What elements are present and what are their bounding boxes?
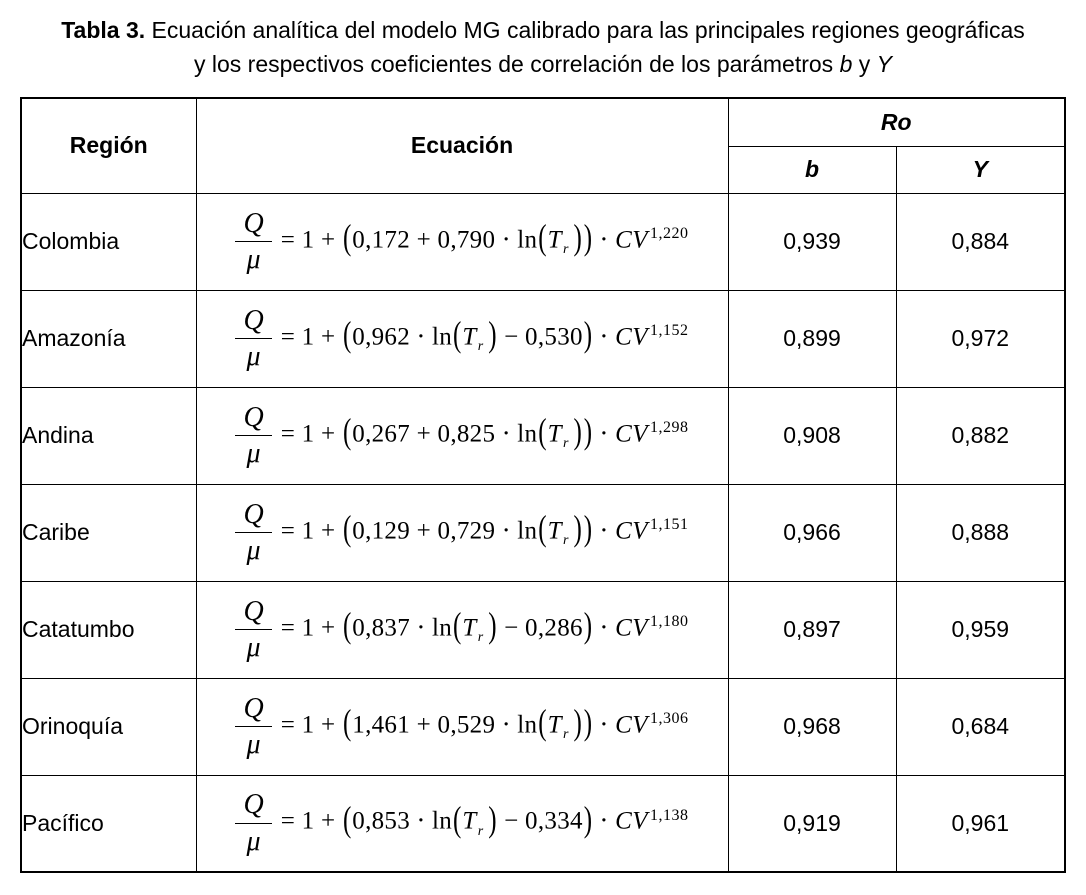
y-value-cell: 0,888 — [896, 484, 1065, 581]
caption-line-1 — [0, 13, 1086, 47]
region-cell: Caribe — [21, 484, 196, 581]
b-value-cell: 0,897 — [728, 581, 896, 678]
caption-param-b: b — [839, 51, 853, 77]
b-value-cell: 0,939 — [728, 193, 896, 290]
region-cell: Orinoquía — [21, 678, 196, 775]
y-value-cell: 0,961 — [896, 775, 1065, 872]
y-value-cell: 0,882 — [896, 387, 1065, 484]
equation: $\frac{Q}{\mu}$ = $1 + (0,172 + 0,790 \cdot \ln(T_r$ )) ⋅ CV $^{1,220}$ — [235, 209, 688, 275]
equation-cell — [196, 678, 728, 775]
table-row — [21, 193, 1065, 290]
table-row — [21, 387, 1065, 484]
equation-cell — [196, 387, 728, 484]
y-value-cell: 0,972 — [896, 290, 1065, 387]
equation-cell — [196, 581, 728, 678]
equation: $\frac{Q}{\mu}$ = $1 + (0,267 + 0,825 \cdot \ln(T_r$ )) ⋅ CV $^{1,298}$ — [235, 403, 688, 469]
region-cell: Colombia — [21, 193, 196, 290]
equation-cell — [196, 775, 728, 872]
b-value-cell: 0,968 — [728, 678, 896, 775]
b-value-cell: 0,919 — [728, 775, 896, 872]
region-cell: Pacífico — [21, 775, 196, 872]
caption-line-1-text: Ecuación analítica del modelo MG calibrado para las principales regiones geográficas — [145, 17, 1025, 43]
header-ro: Ro — [728, 98, 1065, 146]
equation: $\frac{Q}{\mu}$ = $1 + (1,461 + 0,529 \cdot \ln(T_r$ )) ⋅ CV $^{1,306}$ — [235, 694, 688, 760]
equation: $\frac{Q}{\mu}$ = $1 + (0,962 \cdot \ln(T_r$ ) − 0,530) ⋅ CV $^{1,152}$ — [235, 306, 688, 372]
table-header — [21, 98, 1065, 193]
table-caption — [0, 0, 1086, 81]
equations-table — [20, 97, 1066, 873]
table-row — [21, 775, 1065, 872]
y-value-cell: 0,959 — [896, 581, 1065, 678]
caption-line-2-text: y los respectivos coeficientes de correlación de los parámetros — [193, 51, 840, 77]
y-value-cell: 0,684 — [896, 678, 1065, 775]
header-region: Región — [21, 98, 196, 193]
region-cell: Amazonía — [21, 290, 196, 387]
equation-cell — [196, 193, 728, 290]
equation: $\frac{Q}{\mu}$ = $1 + (0,129 + 0,729 \cdot \ln(T_r$ )) ⋅ CV $^{1,151}$ — [235, 500, 688, 566]
b-value-cell: 0,899 — [728, 290, 896, 387]
region-cell: Catatumbo — [21, 581, 196, 678]
caption-label: Tabla 3. — [61, 17, 146, 43]
equation: $\frac{Q}{\mu}$ = $1 + (0,853 \cdot \ln(T_r$ ) − 0,334) ⋅ CV $^{1,138}$ — [235, 790, 688, 856]
equation: $\frac{Q}{\mu}$ = $1 + (0,837 \cdot \ln(T_r$ ) − 0,286) ⋅ CV $^{1,180}$ — [235, 597, 688, 663]
y-value-cell: 0,884 — [896, 193, 1065, 290]
region-cell: Andina — [21, 387, 196, 484]
header-b: b — [728, 146, 896, 193]
table-row — [21, 484, 1065, 581]
caption-line-2 — [0, 47, 1086, 81]
b-value-cell: 0,966 — [728, 484, 896, 581]
table-row — [21, 678, 1065, 775]
caption-param-y: Y — [876, 51, 892, 77]
header-equation: Ecuación — [196, 98, 728, 193]
equation-cell — [196, 290, 728, 387]
equation-cell — [196, 484, 728, 581]
table-row — [21, 581, 1065, 678]
header-y: Y — [896, 146, 1065, 193]
b-value-cell: 0,908 — [728, 387, 896, 484]
caption-line-2-mid: y — [852, 51, 877, 77]
table-row — [21, 290, 1065, 387]
